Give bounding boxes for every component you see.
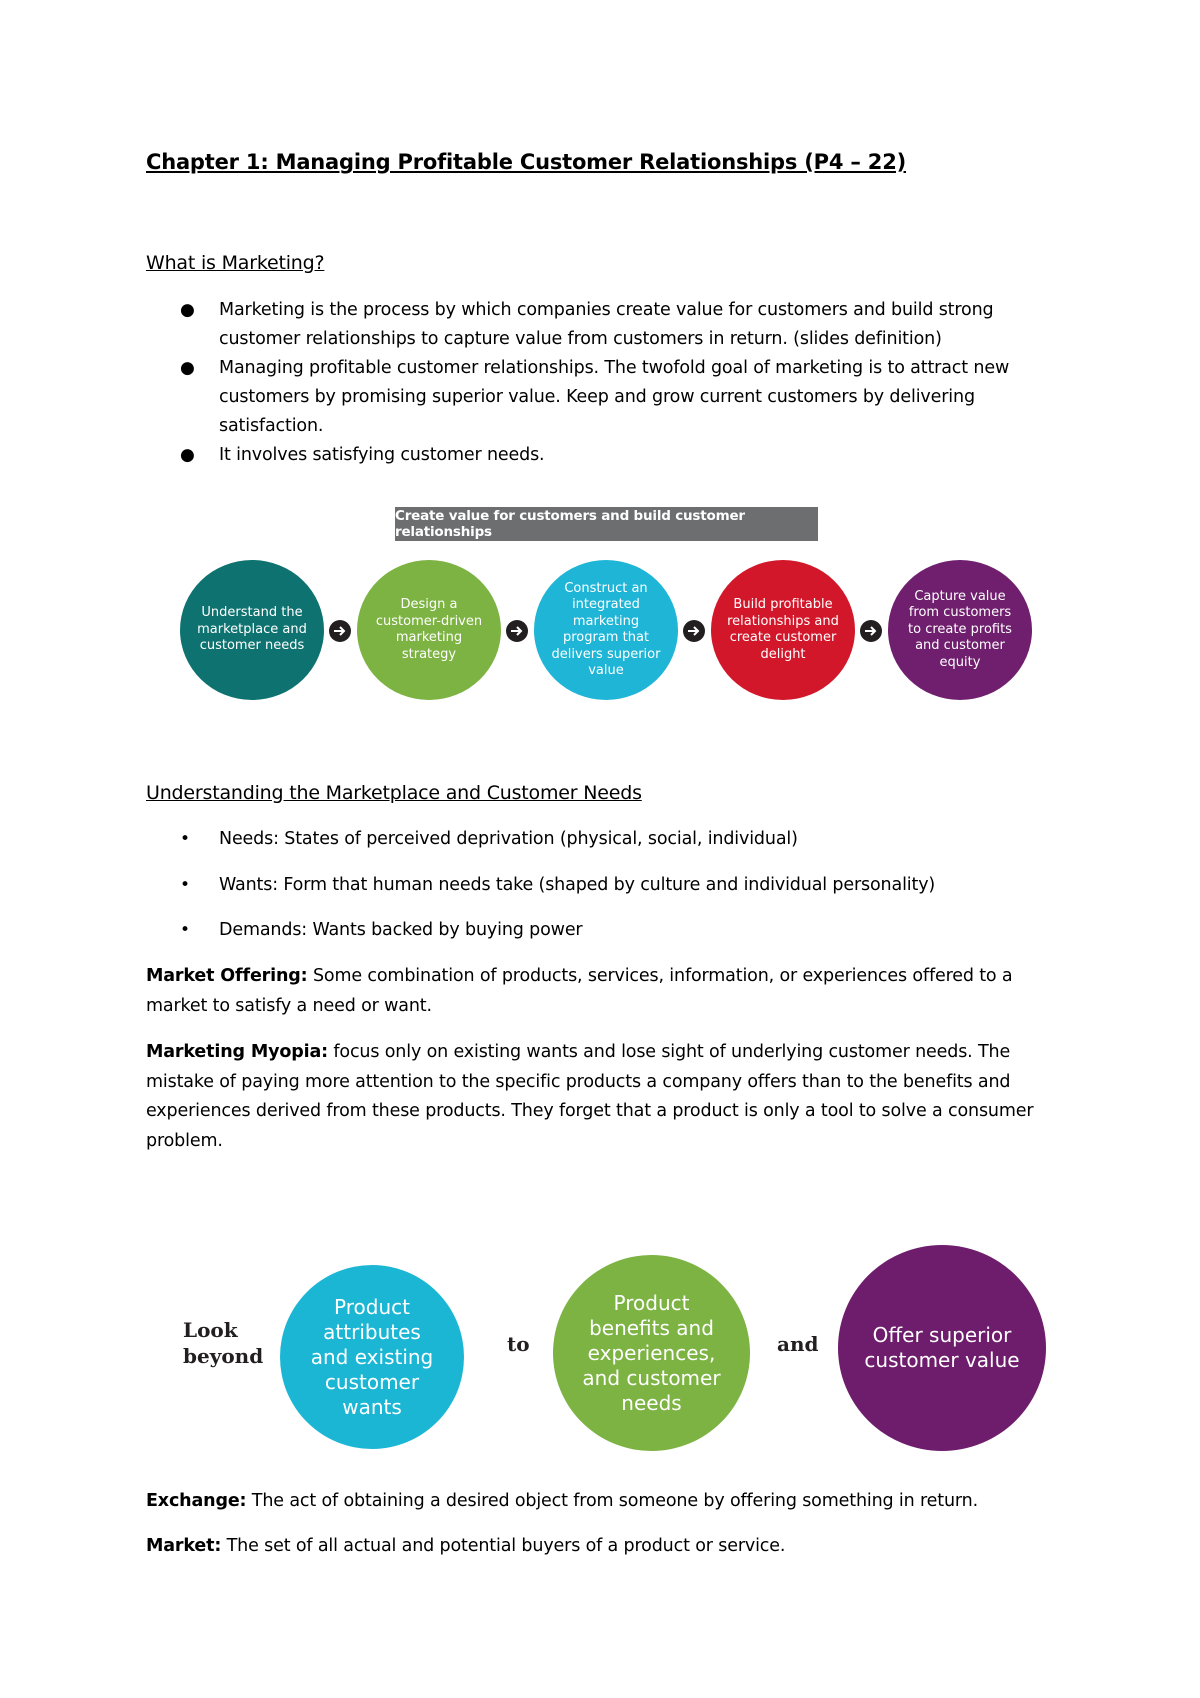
process-step-understand: Understand the marketplace and customer needs [180,560,324,700]
process-step-construct: Construct an integrated marketing program that delivers superior value [534,560,678,700]
circle-superior-value: Offer superior customer value [838,1245,1046,1451]
list-item: ● Marketing is the process by which companies create value for customers and build strong customer relationships to capture value from customers in return. (slides definition) [180,296,1080,354]
and-connector-label: and [777,1332,819,1356]
to-connector-label: to [507,1332,530,1356]
circle-product-attributes: Product attributes and existing customer wants [280,1265,464,1449]
value-process-banner: Create value for customers and build customer relationships [395,507,818,541]
marketing-definition-list [180,296,1080,470]
bullet-icon: • [180,874,190,895]
process-step-capture: Capture value from customers to create profits and customer equity [888,560,1032,700]
arrow-right-circle-icon [329,620,351,642]
section-heading-marketplace: Understanding the Marketplace and Customer Needs [146,782,642,804]
look-beyond-label: Look beyond [183,1318,264,1368]
process-step-design: Design a customer-driven marketing strategy [357,560,501,700]
arrow-right-circle-icon [506,620,528,642]
definition-market: Market: The set of all actual and potential buyers of a product or service. [146,1536,786,1556]
bullet-icon: • [180,920,190,940]
chapter-title: Chapter 1: Managing Profitable Customer Relationships (P4 – 22) [146,150,907,174]
list-item: ● It involves satisfying customer needs. [180,441,1080,470]
definition-exchange: Exchange: The act of obtaining a desired object from someone by offering something in return. [146,1491,979,1511]
bullet-icon: ● [180,358,195,378]
arrow-right-circle-icon [683,620,705,642]
list-item: ● Managing profitable customer relationships. The twofold goal of marketing is to attract new customers by promising superior value. Keep and grow current customers by delivering satisfaction. [180,354,1080,441]
arrow-right-circle-icon [860,620,882,642]
bullet-icon: • [180,829,190,849]
definition-marketing-myopia: Marketing Myopia: focus only on existing wants and lose sight of underlying customer needs. The mistake of paying more attention to the specific products a company offers than to the benefits and experiences derived from these products. They forget that a product is only a tool to solve a consumer problem. [146,1042,1034,1151]
process-step-build: Build profitable relationships and create customer delight [711,560,855,700]
list-item: • Demands: Wants backed by buying power [180,916,1080,945]
bullet-icon: ● [180,300,195,320]
list-item: • Needs: States of perceived deprivation (physical, social, individual) [180,825,1080,854]
section-heading-what-is-marketing: What is Marketing? [146,252,325,274]
list-item: • Wants: Form that human needs take (shaped by culture and individual personality) [180,871,1080,900]
circle-product-benefits: Product benefits and experiences, and customer needs [553,1255,750,1451]
needs-wants-demands-list [180,825,1080,962]
bullet-icon: ● [180,445,195,465]
definition-market-offering: Market Offering: Some combination of products, services, information, or experiences offered to a market to satisfy a need or want. [146,966,1013,1016]
